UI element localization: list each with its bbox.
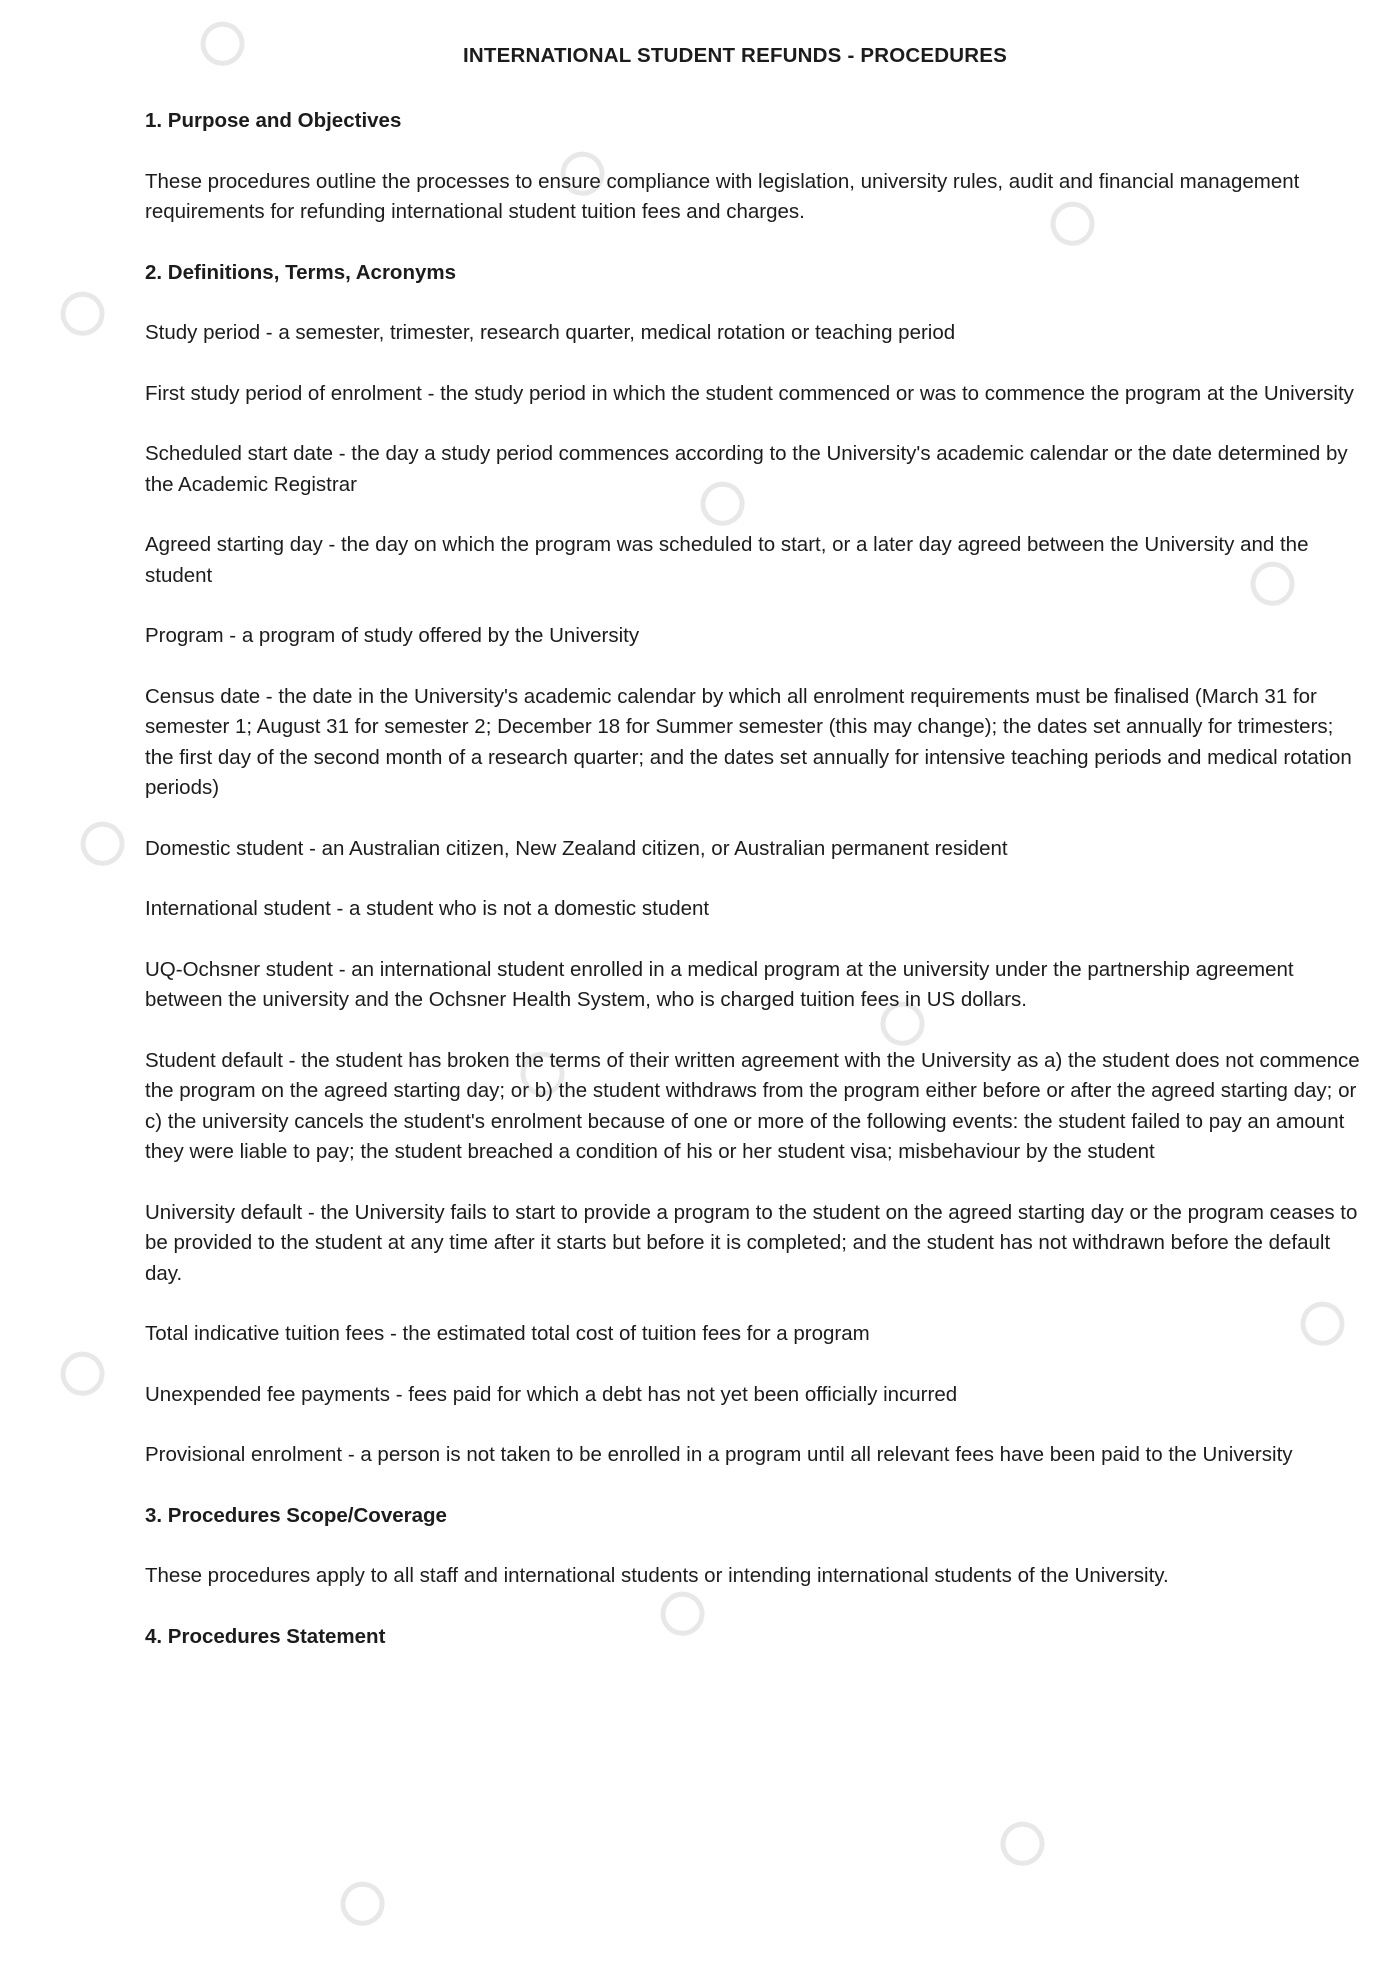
document-body — [145, 106, 1365, 1682]
definition-domestic-student: Domestic student - an Australian citizen, New Zealand citizen, or Australian permanent resident — [145, 836, 1008, 860]
definition-program: Program - a program of study offered by the University — [145, 624, 640, 647]
definition-first-study-period: First study period of enrolment - the study period in which the student commenced or was to commence the program at the University — [145, 381, 1354, 405]
paragraph: These procedures outline the processes to ensure compliance with legislation, university rules, audit and financial management requirements for refunding international student tuition fees and charges. — [145, 169, 1300, 223]
definition-unexpended-fee-payments: Unexpended fee payments - fees paid for which a debt has not yet been officially incurred — [145, 1382, 958, 1406]
definition-university-default: University default - the University fails to start to provide a program to the student on the agreed starting day or the program ceases to be provided to the student at any time after it starts but before it is completed; and the student has not withdrawn before the default day. — [145, 1200, 1358, 1285]
watermark-logo-icon — [52, 280, 118, 345]
watermark-logo-icon — [332, 1870, 398, 1935]
section-heading-procedures-statement: 4. Procedures Statement — [145, 1624, 386, 1648]
definition-census-date: Census date - the date in the University's academic calendar by which all enrolment requirements must be finalised (March 31 for semester 1; August 31 for semester 2; December 18 for Summer semester (this may change); the dates set annually for trimesters; the first day of the second month of a research quarter; and the dates set annually for intensive teaching periods and medical rotation periods) — [145, 684, 1352, 799]
definition-student-default: Student default - the student has broken the terms of their written agreement with the University as a) the student does not commence the program on the agreed starting day; or b) the student withdraws from the program either before or after the agreed starting day; or c) the university cancels the student's enrolment because of one or more of the following events: the student failed to pay an amount they were liable to pay; the student breached a condition of his or her student visa; misbehaviour by the student — [145, 1048, 1360, 1163]
watermark-logo-icon — [52, 1340, 118, 1405]
definition-provisional-enrolment: Provisional enrolment - a person is not taken to be enrolled in a program until all relevant fees have been paid to the University — [145, 1443, 1293, 1466]
definition-agreed-starting-day: Agreed starting day - the day on which the program was scheduled to start, or a later day agreed between the University and the student — [145, 533, 1309, 587]
paragraph: These procedures apply to all staff and international students or intending international students of the University. — [145, 1564, 1169, 1587]
section-heading-scope: 3. Procedures Scope/Coverage — [145, 1503, 447, 1527]
definition-uq-ochsner-student: UQ-Ochsner student - an international student enrolled in a medical program at the university under the partnership agreement between the university and the Ochsner Health System, who is charged tuition fees in US dollars. — [145, 957, 1294, 1011]
section-heading-definitions: 2. Definitions, Terms, Acronyms — [145, 260, 456, 284]
watermark-logo-icon — [992, 1810, 1058, 1875]
definition-study-period: Study period - a semester, trimester, research quarter, medical rotation or teaching period — [145, 321, 956, 344]
definition-international-student: International student - a student who is not a domestic student — [145, 897, 710, 920]
document-title: INTERNATIONAL STUDENT REFUNDS - PROCEDURES — [462, 44, 1008, 67]
watermark-logo-icon — [72, 810, 138, 875]
definition-scheduled-start-date: Scheduled start date - the day a study period commences according to the University's academic calendar or the date determined by the Academic Registrar — [145, 442, 1348, 496]
definition-total-indicative-tuition-fees: Total indicative tuition fees - the estimated total cost of tuition fees for a program — [145, 1322, 870, 1345]
section-heading-purpose: 1. Purpose and Objectives — [145, 109, 402, 132]
